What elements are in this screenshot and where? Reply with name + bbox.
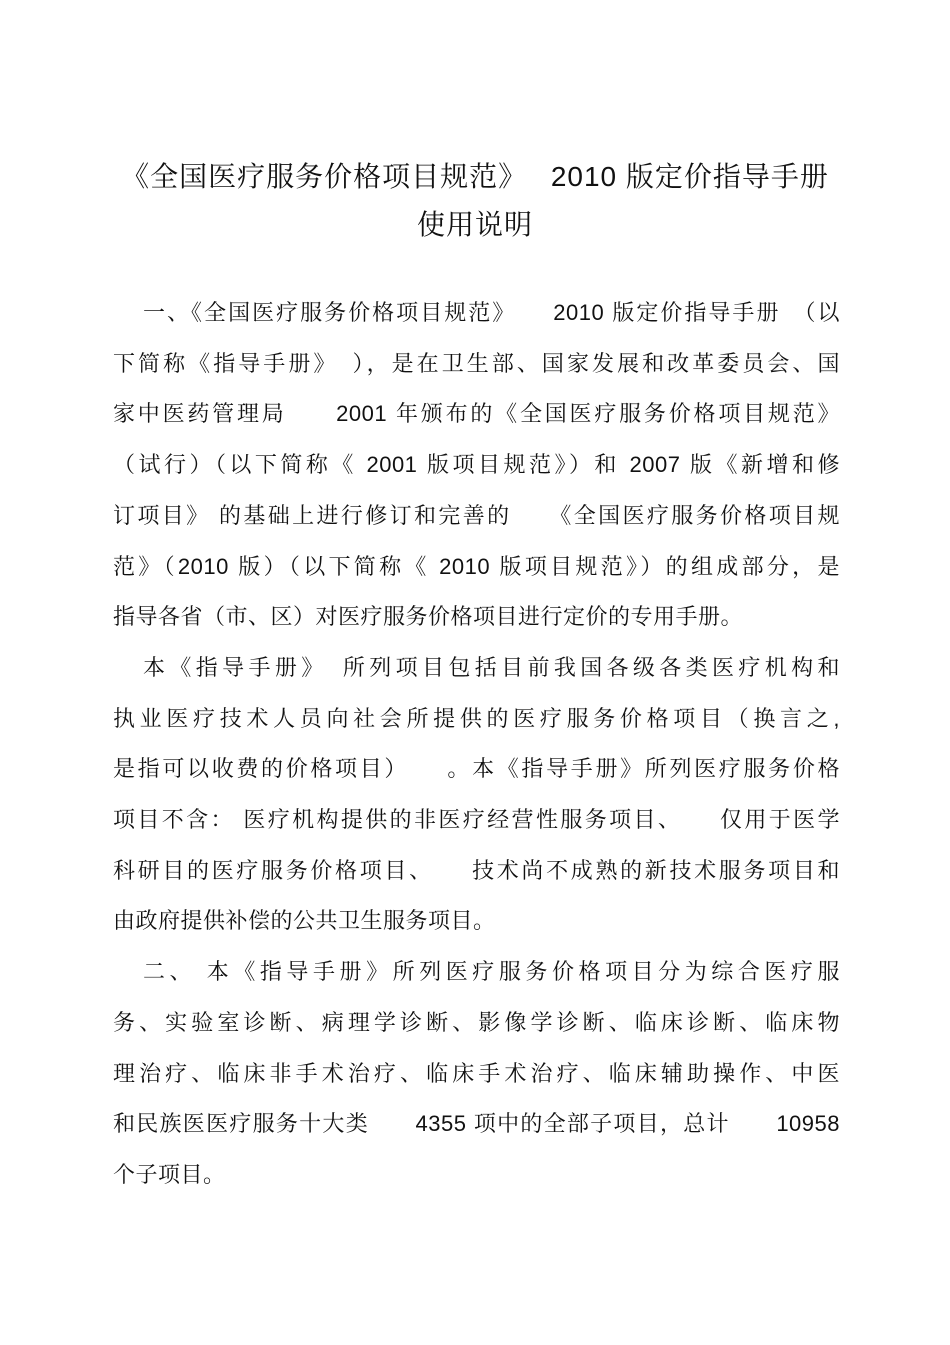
text-line: 下简称《指导手册》 ），是在卫生部、国家发展和改革委员会、国 — [113, 350, 840, 376]
text-line: （试行）（以下简称《 2001 版项目规范》）和 2007 版《新增和修 — [113, 452, 840, 478]
text-line: 本《指导手册》 所列项目包括目前我国各级各类医疗机构和 — [143, 654, 840, 680]
text-line: 科研目的医疗服务价格项目、 技术尚不成熟的新技术服务项目和 — [113, 857, 840, 883]
text-line: 和民族医医疗服务十大类 4355 项中的全部子项目，总计 10958 — [113, 1111, 840, 1137]
text-line: 范》（2010 版）（以下简称《 2010 版项目规范》）的组成部分，是 — [113, 553, 840, 579]
text-line: 个子项目。 — [113, 1161, 226, 1187]
text-line: 是指可以收费的价格项目） 。本《指导手册》所列医疗服务价格 — [113, 756, 840, 782]
document-title — [0, 153, 950, 249]
text-line: 由政府提供补偿的公共卫生服务项目。 — [113, 908, 496, 934]
text-line: 二、 本《指导手册》所列医疗服务价格项目分为综合医疗服 — [143, 959, 840, 985]
text-line: 务、实验室诊断、病理学诊断、影像学诊断、临床诊断、临床物 — [113, 1009, 840, 1035]
document-body — [113, 288, 840, 1201]
text-line: 执业医疗技术人员向社会所提供的医疗服务价格项目（换言之, — [113, 705, 840, 731]
text-line: 指导各省（市、区）对医疗服务价格项目进行定价的专用手册。 — [113, 604, 744, 630]
title-line-1: 《全国医疗服务价格项目规范》 2010 版定价指导手册 — [121, 161, 829, 192]
text-line: 项目不含： 医疗机构提供的非医疗经营性服务项目、 仅用于医学 — [113, 807, 840, 833]
text-line: 家中医药管理局 2001 年颁布的《全国医疗服务价格项目规范》 — [113, 401, 840, 427]
title-line-2: 使用说明 — [416, 209, 533, 240]
text-line: 订项目》 的基础上进行修订和完善的 《全国医疗服务价格项目规 — [113, 502, 840, 528]
text-line: 理治疗、临床非手术治疗、临床手术治疗、临床辅助操作、中医 — [113, 1060, 840, 1086]
text-line: 一、《全国医疗服务价格项目规范》 2010 版定价指导手册 （以 — [143, 300, 840, 325]
